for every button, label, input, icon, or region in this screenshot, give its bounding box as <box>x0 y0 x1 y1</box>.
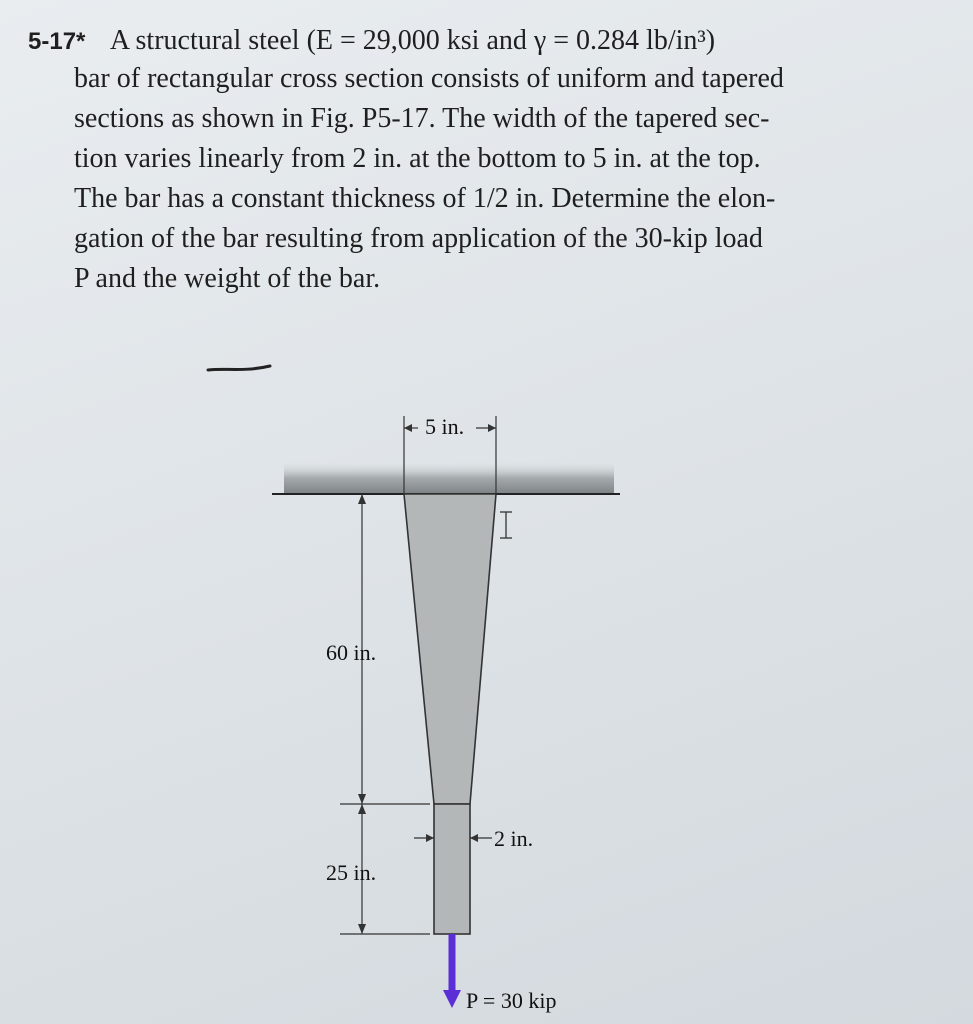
length-arrowhead-mid-up <box>358 794 366 804</box>
problem-text-line-6: gation of the bar resulting from application of the 30-kip load <box>74 223 763 254</box>
problem-text-line-4: tion varies linearly from 2 in. at the bottom to 5 in. at the top. <box>74 143 761 174</box>
ceiling-support <box>284 462 614 494</box>
problem-text-line-5: The bar has a constant thickness of 1/2 in. Determine the elon- <box>74 183 776 214</box>
uniform-length-label: 25 in. <box>326 860 377 885</box>
top-width-label: 5 in. <box>425 414 465 439</box>
bottom-width-label: 2 in. <box>494 826 534 851</box>
length-arrowhead-top <box>358 494 366 504</box>
problem-text-line-3: sections as shown in Fig. P5-17. The width of the tapered sec- <box>74 103 770 134</box>
problem-text-line-1: A structural steel (E = 29,000 ksi and γ = 0.284 lb/in³) <box>109 25 716 56</box>
tapered-length-label: 60 in. <box>326 640 377 665</box>
stray-pen-mark <box>208 366 270 370</box>
top-width-arrowhead-left <box>404 424 412 432</box>
bottom-width-arrowhead-right <box>470 834 478 842</box>
problem-text-line-7: P and the weight of the bar. <box>74 263 381 294</box>
problem-text-line-2: bar of rectangular cross section consists of uniform and tapered <box>74 63 784 94</box>
length-arrowhead-mid-down <box>358 804 366 814</box>
problem-number: 5-17* <box>28 28 86 55</box>
uniform-section <box>434 804 470 934</box>
length-arrowhead-bottom <box>358 924 366 934</box>
bottom-width-arrowhead-left <box>426 834 434 842</box>
top-width-arrowhead-right <box>488 424 496 432</box>
load-label: P = 30 kip <box>466 988 557 1013</box>
tapered-section <box>404 494 496 804</box>
load-arrowhead <box>443 990 461 1008</box>
